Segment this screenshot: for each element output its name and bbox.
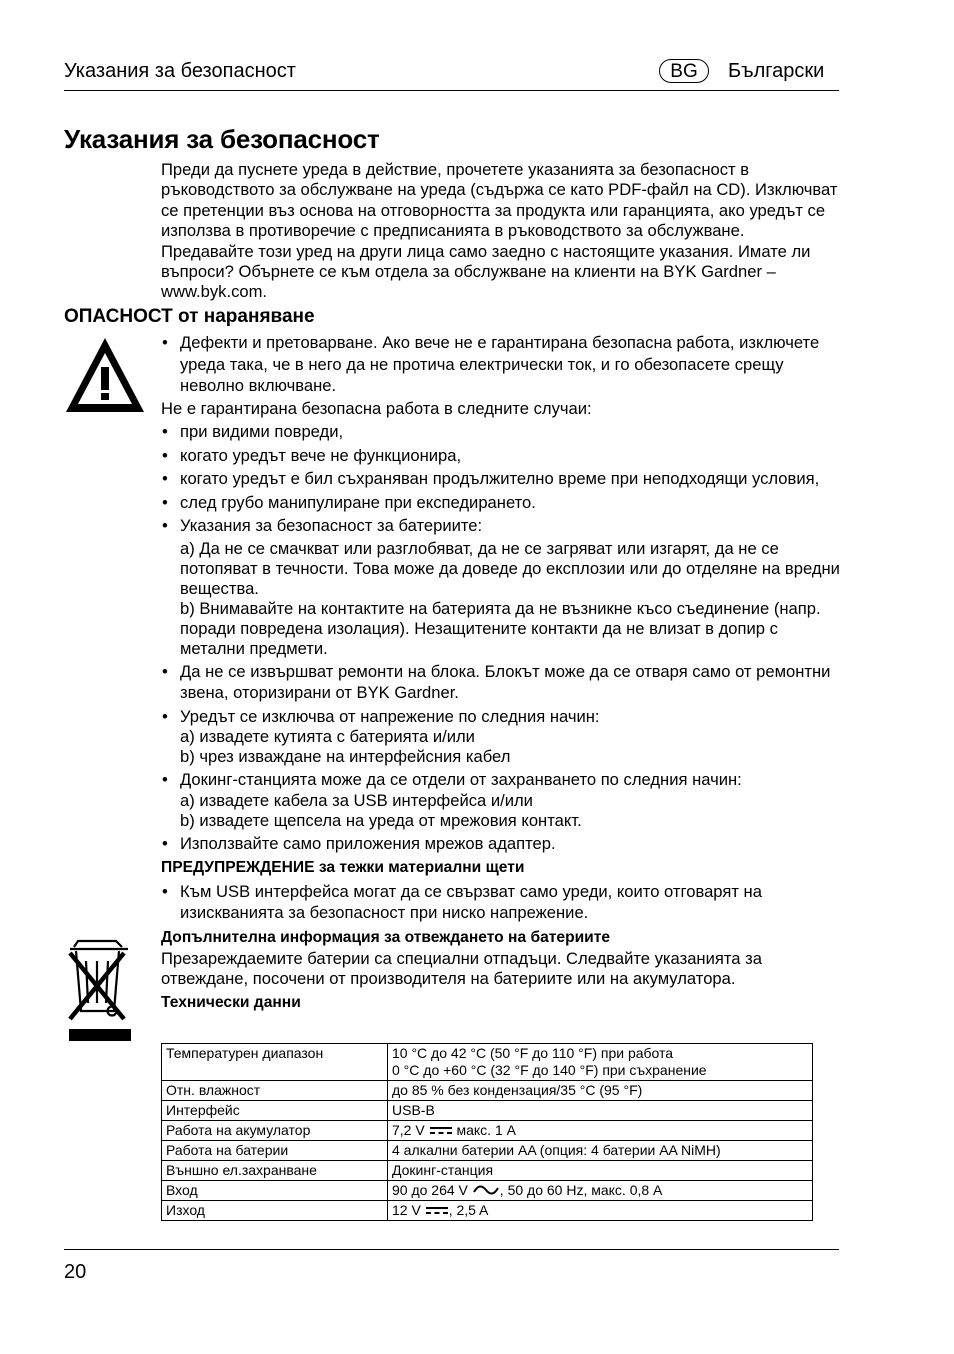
temp-storage: 0 °C до +60 °C (32 °F до 140 °F) при съхранение bbox=[392, 1062, 707, 1078]
table-cell-key: Интерфейс bbox=[162, 1101, 388, 1121]
table-cell-value bbox=[388, 1121, 813, 1141]
list-item: • Да не се извършват ремонти на блока. Блокът може да се отваря само от ремонтни звена, оторизирани от BYK Gardner. bbox=[161, 661, 841, 704]
voltage-value: 12 V bbox=[392, 1202, 421, 1218]
disposal-heading: Допълнителна информация за отвеждането на батериите bbox=[161, 928, 611, 946]
table-cell-value: USB-B bbox=[388, 1101, 813, 1121]
header-divider bbox=[64, 90, 839, 91]
danger-heading: ОПАСНОСТ от нараняване bbox=[64, 306, 315, 327]
output-spec: , 2,5 A bbox=[448, 1202, 489, 1218]
warning-heading: ПРЕДУПРЕЖДЕНИЕ за тежки материални щети bbox=[161, 859, 525, 876]
header-language: Български bbox=[728, 60, 825, 82]
tech-data-heading: Технически данни bbox=[161, 994, 301, 1011]
list-item: • след грубо манипулиране при експедирането. bbox=[161, 492, 841, 514]
language-code-badge: BG bbox=[659, 59, 709, 83]
docking-option-a: a) извадете кабела за USB интерфейса и/или bbox=[180, 790, 533, 810]
current-value: макс. 1 A bbox=[456, 1122, 516, 1138]
table-row bbox=[162, 1121, 813, 1141]
table-cell-value bbox=[388, 1201, 813, 1221]
voltage-value: 90 до 264 V bbox=[392, 1182, 468, 1198]
table-row bbox=[162, 1101, 813, 1121]
battery-note-b: b) Внимавайте на контактите на батерията да не възникне късо съединение (напр. поради повредена изолация). Незащитените контакти да не влизат в допир с метални предмети. bbox=[180, 598, 821, 658]
page-number: 20 bbox=[64, 1261, 87, 1283]
disposal-text: Презареждаемите батерии са специални отпадъци. Следвайте указанията за отвеждане, посочени от производителя на батериите или на акумулатора. bbox=[161, 949, 762, 988]
ac-symbol-icon bbox=[472, 1185, 500, 1195]
table-cell-key: Работа на батерии bbox=[162, 1141, 388, 1161]
voltage-value: 7,2 V bbox=[392, 1122, 425, 1138]
disconnect-option-b: b) чрез изваждане на интерфейсния кабел bbox=[180, 747, 511, 766]
table-cell-key: Изход bbox=[162, 1201, 388, 1221]
table-row bbox=[162, 1141, 813, 1161]
table-row bbox=[162, 1201, 813, 1221]
header-section-title: Указания за безопасност bbox=[64, 60, 296, 82]
list-item: • когато уредът е бил съхраняван продължително време при неподходящи условия, bbox=[161, 468, 841, 490]
table-cell-key: Външно ел.захранване bbox=[162, 1161, 388, 1181]
list-item: • Дефекти и претоварване. Ако вече не е гарантирана безопасна работа, изключете уреда така, че в него да не протича електрически ток, и го обезопасете срещу неволно включване. bbox=[161, 332, 841, 397]
table-cell-key: Температурен диапазон bbox=[162, 1044, 388, 1081]
list-item: • Докинг-станцията може да се отдели от захранването по следния начин: bbox=[161, 769, 841, 791]
list-item: • когато уредът вече не функционира, bbox=[161, 445, 841, 467]
disconnect-option-a: a) извадете кутията с батерията и/или bbox=[180, 727, 475, 746]
list-item: • Използвайте само приложения мрежов адаптер. bbox=[161, 833, 841, 855]
footer-divider bbox=[64, 1249, 839, 1250]
battery-note-a: a) Да не се смачкват или разглобяват, да не се загряват или изгарят, да не се потопяват в течности. Това може да доведе до експлозии или до отделяне на вредни вещества. bbox=[180, 538, 840, 598]
table-cell-value: 4 алкални батерии AA (опция: 4 батерии AA NiMH) bbox=[388, 1141, 813, 1161]
list-item: • Указания за безопасност за батериите: bbox=[161, 515, 841, 537]
danger-content bbox=[161, 330, 841, 1014]
table-cell-value bbox=[388, 1181, 813, 1201]
page-title: Указания за безопасност bbox=[64, 124, 380, 154]
list-item: • Към USB интерфейса могат да се свързват само уреди, които отговарят на изискванията за безопасност при ниско напрежение. bbox=[161, 881, 841, 924]
crossed-bin-icon bbox=[64, 937, 134, 1043]
intro-paragraph: Преди да пуснете уреда в действие, прочетете указанията за безопасност в ръководството за обслужване на уреда (съдържа се като PDF-файл на CD). Изключват се претенции въз основа на отговорността за продукта или гаранцията, ако уредът се използва в противоречие с предписанията в ръководството за обслужване. Предавайте този уред на други лица само заедно с настоящите указания. Имате ли въпроси? Обърнете се към отдела за обслужване на клиенти на BYK Gardner – www.byk.com. bbox=[161, 160, 838, 302]
warning-triangle-icon bbox=[64, 336, 146, 414]
dc-symbol-icon bbox=[429, 1126, 453, 1135]
list-item: • Уредът се изключва от напрежение по следния начин: bbox=[161, 706, 841, 728]
table-row bbox=[162, 1161, 813, 1181]
temp-operating: 10 °C до 42 °C (50 °F до 110 °F) при работа bbox=[392, 1045, 674, 1061]
table-cell-value: Докинг-станция bbox=[388, 1161, 813, 1181]
input-spec: , 50 до 60 Hz, макс. 0,8 A bbox=[499, 1182, 663, 1198]
tech-data-table bbox=[161, 1043, 813, 1221]
list-item: • при видими повреди, bbox=[161, 421, 841, 443]
table-cell-value: до 85 % без кондензация/35 °C (95 °F) bbox=[388, 1081, 813, 1101]
table-row bbox=[162, 1181, 813, 1201]
table-row bbox=[162, 1081, 813, 1101]
unsafe-conditions-intro: Не е гарантирана безопасна работа в следните случаи: bbox=[161, 398, 592, 418]
table-row bbox=[162, 1044, 813, 1081]
docking-option-b: b) извадете щепсела на уреда от мрежовия контакт. bbox=[180, 810, 582, 830]
dc-symbol-icon bbox=[425, 1206, 449, 1215]
table-cell-key: Отн. влажност bbox=[162, 1081, 388, 1101]
table-cell-value bbox=[388, 1044, 813, 1081]
table-cell-key: Работа на акумулатор bbox=[162, 1121, 388, 1141]
table-cell-key: Вход bbox=[162, 1181, 388, 1201]
